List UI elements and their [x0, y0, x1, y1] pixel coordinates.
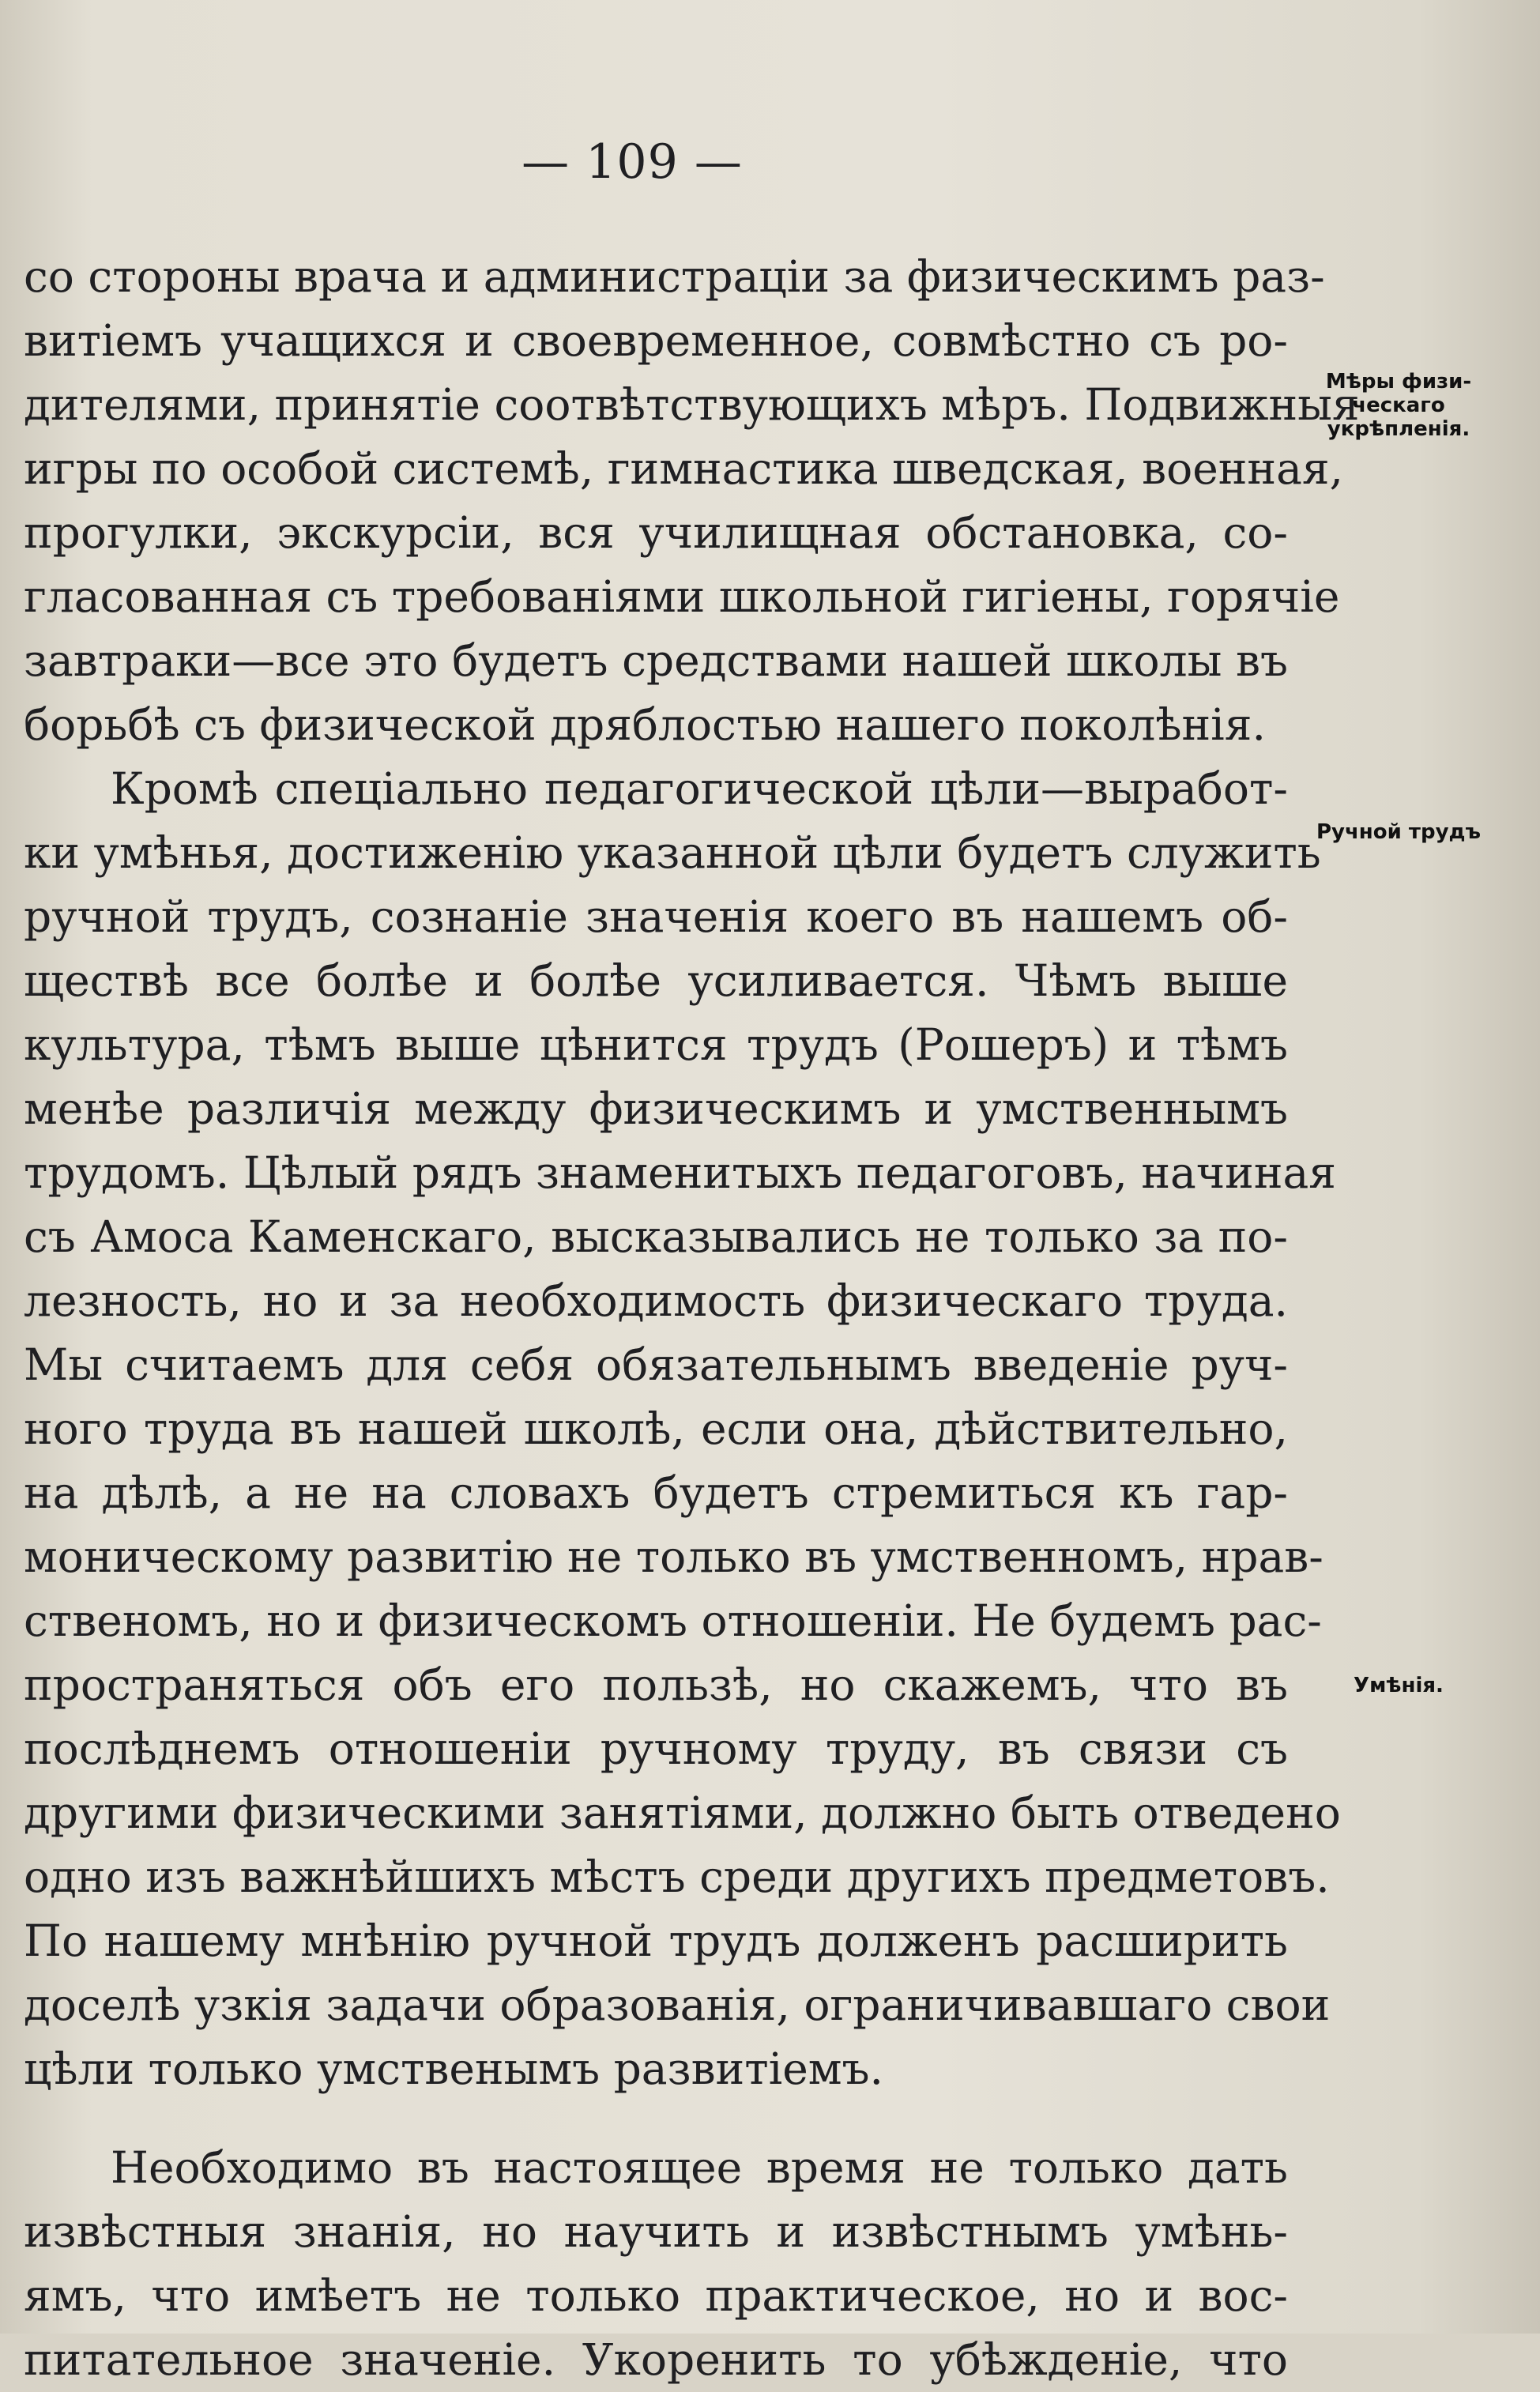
text-line: менѣе различія между физическимъ и умственнымъ: [24, 1083, 1288, 1134]
page-number: — 109 —: [521, 134, 743, 190]
text-line: ного труда въ нашей школѣ, если она, дѣйствительно,: [24, 1403, 1288, 1454]
text-line: дителями, принятіе соотвѣтствующихъ мѣръ. Подвижныя: [24, 379, 1360, 430]
text-line: Кромѣ спеціально педагогической цѣли—выработ-: [111, 763, 1288, 814]
text-line: ямъ, что имѣетъ не только практическое, но и вос-: [24, 2270, 1288, 2321]
text-line: ственомъ, но и физическомъ отношеніи. Не будемъ рас-: [24, 1595, 1322, 1646]
margin-note-physical: Мѣры физи- ческаго укрѣпленія.: [1325, 370, 1472, 441]
text-line: ручной трудъ, сознаніе значенія коего въ нашемъ об-: [24, 891, 1288, 942]
text-line: борьбѣ съ физической дряблостью нашего поколѣнія.: [24, 699, 1266, 750]
text-line: цѣли только умственымъ развитіемъ.: [24, 2044, 884, 2094]
text-line: По нашему мнѣнію ручной трудъ долженъ расширить: [24, 1915, 1288, 1966]
text-line: трудомъ. Цѣлый рядъ знаменитыхъ педагоговъ, начиная: [24, 1147, 1336, 1198]
paragraph-1: [24, 245, 1360, 757]
text-line: съ Амоса Каменскаго, высказывались не только за по-: [24, 1211, 1288, 1262]
paragraph-2: [24, 757, 1341, 2101]
text-line: Необходимо въ настоящее время не только дать: [111, 2142, 1288, 2193]
text-line: одно изъ важнѣйшихъ мѣстъ среди другихъ предметовъ.: [24, 1851, 1330, 1902]
text-line: игры по особой системѣ, гимнастика шведская, военная,: [24, 443, 1344, 494]
text-line: ки умѣнья, достиженію указанной цѣли будетъ служить: [24, 827, 1321, 878]
text-line: завтраки—все это будетъ средствами нашей школы въ: [24, 635, 1288, 686]
text-line: послѣднемъ отношеніи ручному труду, въ связи съ: [24, 1723, 1288, 1774]
body-text: [24, 245, 1360, 2392]
text-line: питательное значеніе. Укоренить то убѣжденіе, что: [24, 2334, 1288, 2385]
text-line: культура, тѣмъ выше цѣнится трудъ (Рошеръ) и тѣмъ: [24, 1019, 1288, 1070]
text-line: гласованная съ требованіями школьной гигіены, горячіе: [24, 571, 1340, 622]
text-line: извѣстныя знанія, но научить и извѣстнымъ умѣнь-: [24, 2206, 1288, 2257]
text-line: доселѣ узкія задачи образованія, ограничивавшаго свои: [24, 1980, 1331, 2030]
paragraph-gap: [24, 2101, 1288, 2136]
text-line: прогулки, экскурсіи, вся училищная обстановка, со-: [24, 507, 1288, 558]
text-line: со стороны врача и администраціи за физическимъ раз-: [24, 251, 1325, 302]
margin-note-skills: Умѣнія.: [1354, 1674, 1444, 1697]
text-line: моническому развитію не только въ умственномъ, нрав-: [24, 1531, 1323, 1582]
text-line: на дѣлѣ, а не на словахъ будетъ стремиться къ гар-: [24, 1467, 1288, 1518]
text-line: другими физическими занятіями, должно быть отведено: [24, 1787, 1341, 1838]
paragraph-3: [24, 2136, 1288, 2392]
text-line: лезность, но и за необходимость физическаго труда.: [24, 1275, 1288, 1326]
text-line: ществѣ все болѣе и болѣе усиливается. Чѣмъ выше: [24, 955, 1288, 1006]
text-line: пространяться объ его пользѣ, но скажемъ, что въ: [24, 1659, 1288, 1710]
text-line: витіемъ учащихся и своевременное, совмѣстно съ ро-: [24, 315, 1288, 366]
text-line: Мы считаемъ для себя обязательнымъ введеніе руч-: [24, 1339, 1288, 1390]
margin-note-manual-labor: Ручной трудъ: [1316, 820, 1482, 844]
